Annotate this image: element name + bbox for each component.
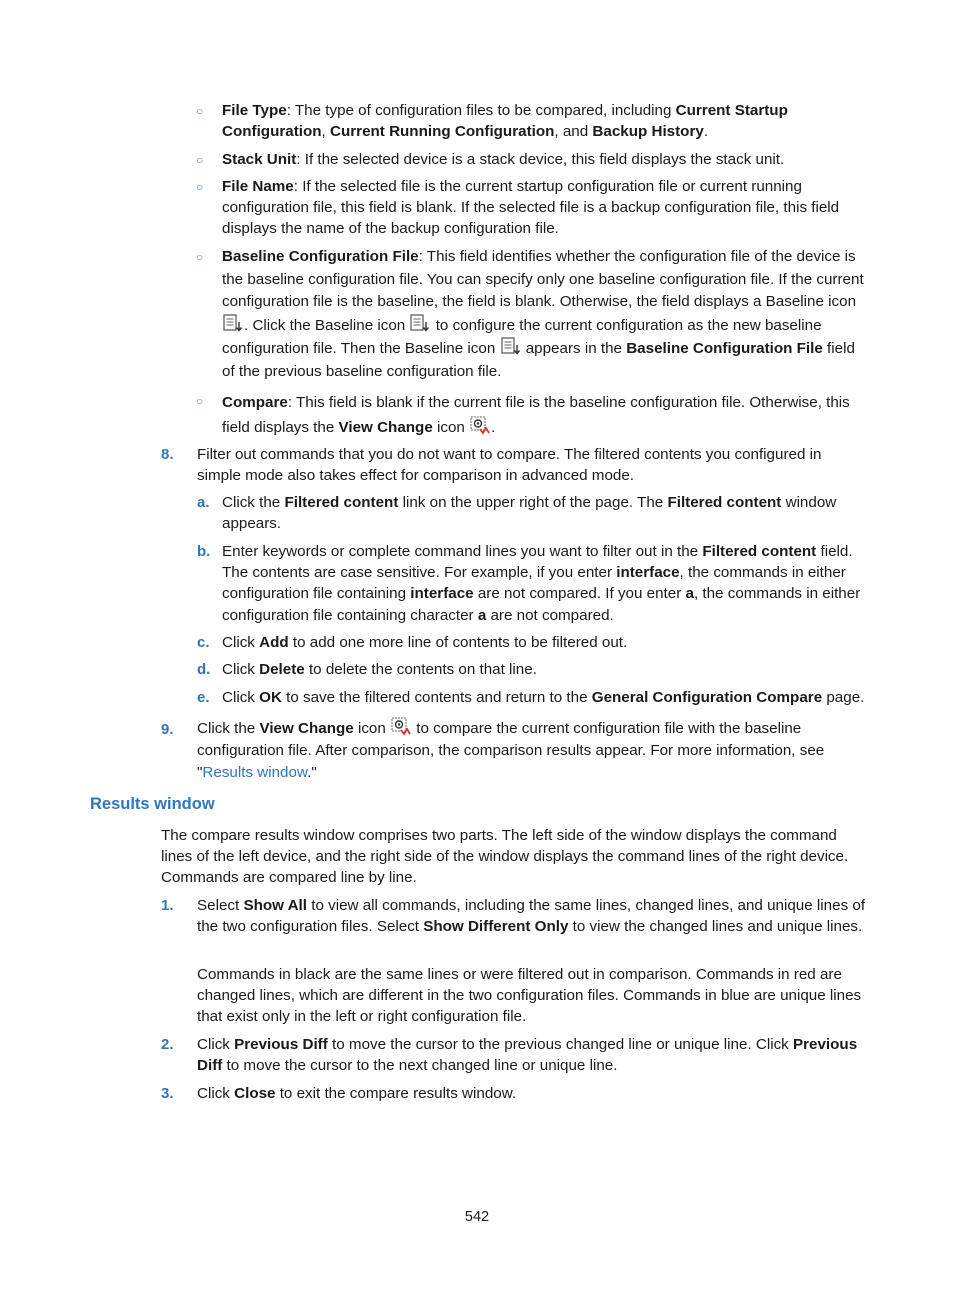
substep-label: c.: [197, 634, 210, 651]
term: Baseline Configuration File: [222, 248, 419, 265]
step-8-text: Filter out commands that you do not want to compare. The filtered contents you configured in simple mode also takes effect for comparison in advanced mode.: [197, 446, 822, 485]
step-8b-text: Enter keywords or complete command lines you want to filter out in the Filtered content field. The contents are case sensitive. For example, if you enter interface, the commands in either configuration file containing interface are not compared. If you enter a, the commands in either configuration file containing character a are not compared.: [222, 543, 861, 624]
results-step-3-text: Click Close to exit the compare results window.: [197, 1085, 517, 1102]
substep-label: e.: [197, 689, 210, 706]
step-number: 3.: [161, 1085, 174, 1102]
stack-unit-item: Stack Unit: If the selected device is a stack device, this field displays the stack unit.: [222, 151, 785, 168]
section-heading: Results window: [90, 795, 215, 813]
step-number: 9.: [161, 721, 174, 738]
bullet-icon: ○: [196, 153, 204, 167]
results-step-1-text: Select Show All to view all commands, including the same lines, changed lines, and unique lines of the two configuration files. Select Show Different Only to view the changed lines and unique lines.: [197, 897, 866, 936]
view-change-icon: [390, 717, 412, 737]
substep-label: d.: [197, 661, 211, 678]
term: Stack Unit: [222, 151, 297, 168]
term: File Type: [222, 102, 287, 119]
baseline-icon: [409, 314, 431, 334]
bullet-icon: ○: [196, 394, 204, 408]
results-intro: The compare results window comprises two parts. The left side of the window displays the command lines of the left device, and the right side of the window displays the command lines of the right device. Commands are compared line by line.: [161, 827, 849, 887]
step-8a-text: Click the Filtered content link on the upper right of the page. The Filtered content window appears.: [222, 494, 837, 533]
baseline-icon: [500, 337, 522, 357]
bullet-icon: ○: [196, 180, 204, 194]
step-9-text: Click the View Change icon to compare the current configuration file with the baseline configuration file. After comparison, the comparison results appear. For more information, see "Results window.": [197, 717, 862, 783]
bullet-icon: ○: [196, 250, 204, 264]
term: File Name: [222, 178, 294, 195]
file-name-item: File Name: If the selected file is the current startup configuration file or current running configuration file, this field is blank. If the selected file is a backup configuration file, this field displays the name of the backup configuration file.: [222, 178, 840, 238]
results-step-2-text: Click Previous Diff to move the cursor to the previous changed line or unique line. Click Previous Diff to move the cursor to the next changed line or unique line.: [197, 1036, 858, 1075]
baseline-icon: [222, 314, 244, 334]
step-8c-text: Click Add to add one more line of contents to be filtered out.: [222, 634, 628, 651]
step-number: 1.: [161, 897, 174, 914]
file-type-item: File Type: The type of configuration files to be compared, including Current Startup Configuration, Current Running Configuration, and Backup History.: [222, 102, 788, 141]
term: Compare: [222, 394, 288, 411]
view-change-icon: [469, 416, 491, 436]
page-number: 542: [464, 1209, 490, 1225]
results-window-link[interactable]: Results window: [202, 763, 308, 781]
step-number: 8.: [161, 446, 174, 463]
compare-item: Compare: This field is blank if the current file is the baseline configuration file. Otherwise, this field displays the View Change icon .: [222, 394, 850, 436]
step-8e-text: Click OK to save the filtered contents and return to the General Configuration Compare page.: [222, 689, 865, 706]
results-step-1-colors: Commands in black are the same lines or were filtered out in comparison. Commands in red are changed lines, which are different in the two configuration files. Commands in blue are unique lines that exist only in the left or right configuration file.: [197, 966, 862, 1026]
substep-label: b.: [197, 543, 211, 560]
step-number: 2.: [161, 1036, 174, 1053]
step-8d-text: Click Delete to delete the contents on that line.: [222, 661, 537, 678]
bullet-icon: ○: [196, 104, 204, 118]
baseline-item: Baseline Configuration File: This field identifies whether the configuration file of the device is the baseline configuration file. You can specify only one baseline configuration file. If the current configuration file is the baseline, the field is blank. Otherwise, the field displays a Baseline icon . Click the Baseline icon to configure the current configuration as the new baseline configuration file. Then the Baseline icon appears in the Baseline Configuration File field of the previous baseline configuration file.: [222, 248, 864, 380]
substep-label: a.: [197, 494, 210, 511]
